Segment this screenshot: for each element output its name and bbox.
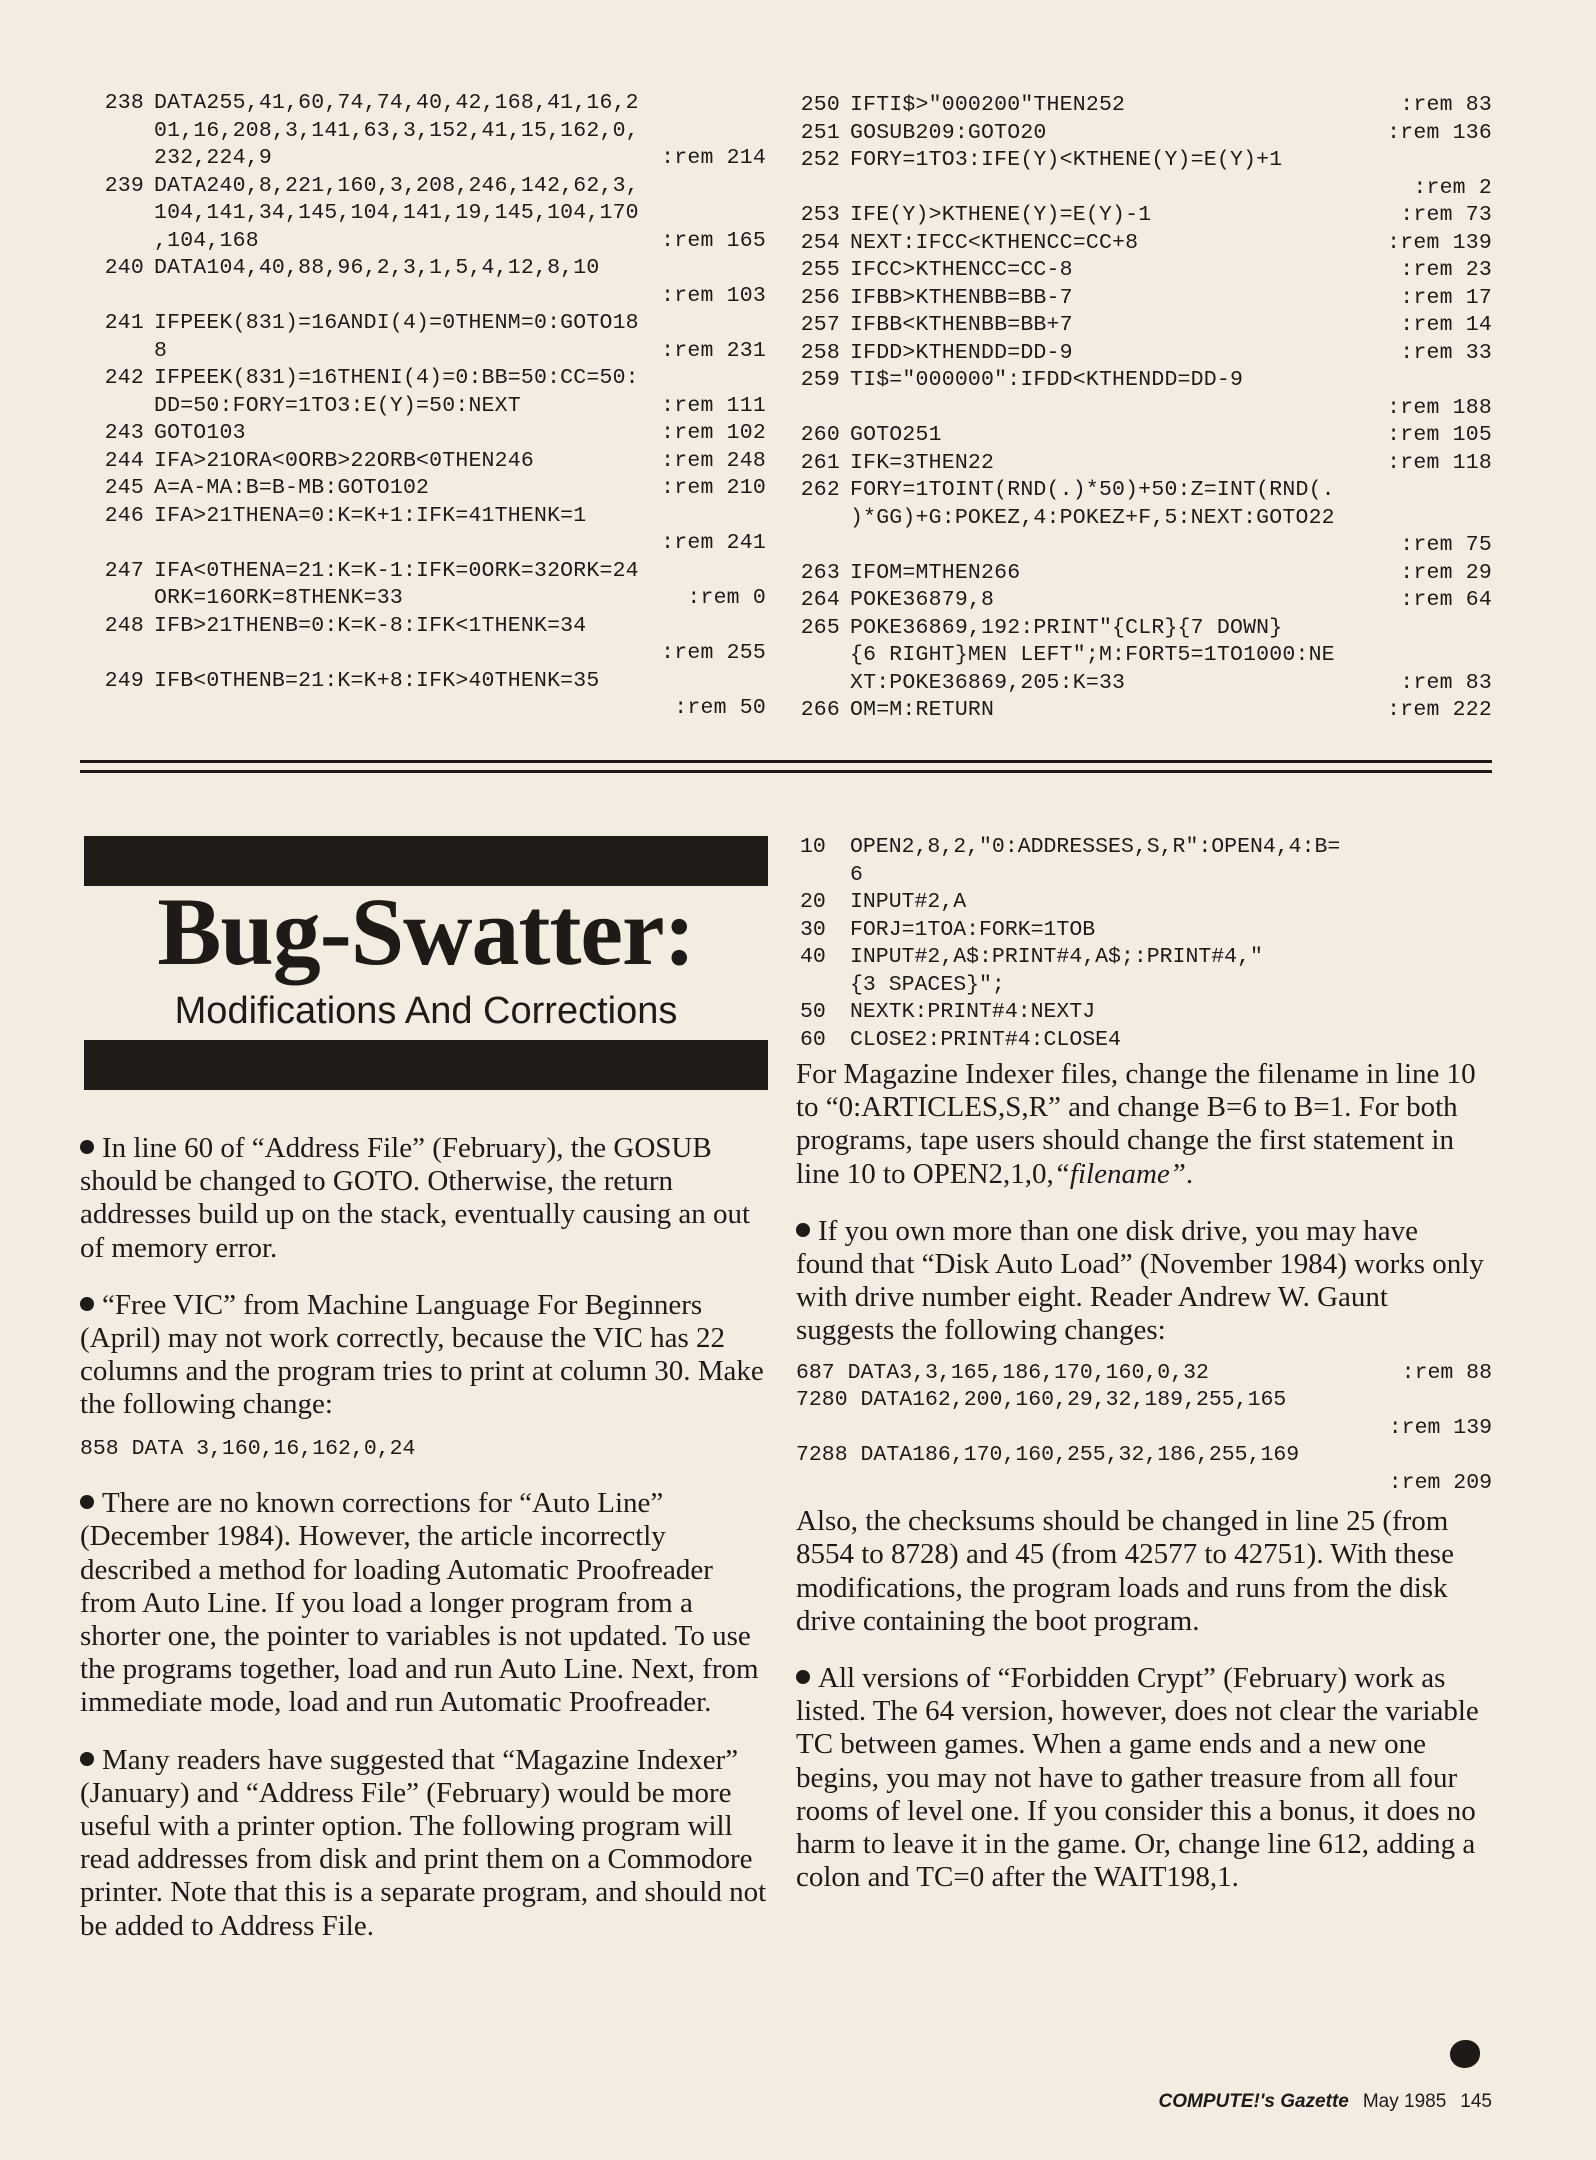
checksum: :rem 0 xyxy=(687,586,766,610)
basic-listing-right xyxy=(796,92,1492,725)
line-number: 259 xyxy=(800,368,840,392)
line-number xyxy=(80,393,154,421)
checksum: :rem 248 xyxy=(661,448,766,473)
listing-line xyxy=(80,393,766,421)
bullet-icon xyxy=(80,1297,94,1311)
checksum: :rem 139 xyxy=(1388,1415,1492,1440)
fix-line xyxy=(796,1442,1492,1470)
paragraph xyxy=(80,1132,768,1265)
line-number xyxy=(80,585,154,613)
listing-line xyxy=(80,448,766,476)
line-code: CLOSE2:PRINT#4:CLOSE4 xyxy=(850,1027,1121,1052)
listing-line xyxy=(796,560,1492,588)
listing-line xyxy=(796,422,1492,450)
line-code: IFCC>KTHENCC=CC-8 xyxy=(850,258,1073,282)
program-line xyxy=(800,1027,1492,1055)
line-number xyxy=(796,642,850,670)
italic-filename: “filename” xyxy=(1053,1157,1186,1190)
line-code: 7280 DATA162,200,160,29,32,189,255,165 xyxy=(796,1388,1287,1413)
line-number: 261 xyxy=(800,450,840,475)
checksum: :rem 103 xyxy=(661,283,766,308)
basic-listing-left xyxy=(80,90,766,723)
listing-line xyxy=(796,285,1492,313)
paragraph xyxy=(796,1215,1492,1348)
line-code: INPUT#2,A$:PRINT#4,A$;:PRINT#4," xyxy=(850,945,1263,969)
line-number xyxy=(80,228,154,256)
line-code: IFBB>KTHENBB=BB-7 xyxy=(850,285,1073,310)
line-code: {6 RIGHT}MEN LEFT";M:FORT5=1TO1000:NE xyxy=(850,643,1335,667)
listing-line xyxy=(80,503,766,531)
listing-line xyxy=(796,340,1492,368)
line-number: 254 xyxy=(800,230,840,255)
line-code: 8 xyxy=(154,338,168,363)
line-code: IFA>21ORA<0ORB>22ORB<0THEN246 xyxy=(154,448,534,473)
line-number: 50 xyxy=(800,1000,826,1024)
line-code: 687 DATA3,3,165,186,170,160,0,32 xyxy=(796,1360,1209,1385)
line-code: )*GG)+G:POKEZ,4:POKEZ+F,5:NEXT:GOTO22 xyxy=(850,505,1335,530)
checksum: :rem 23 xyxy=(1400,258,1492,282)
paragraph-text: For Magazine Indexer files, change the filename in line 10 to “0:ARTICLES,S,R” and change B=6 to B=1. For both programs, tape users should change the first statement in line 10 to OPEN2,1,0, xyxy=(796,1058,1476,1190)
listing-line xyxy=(796,642,1492,670)
line-number: 248 xyxy=(104,613,144,638)
checksum: :rem 118 xyxy=(1387,450,1492,475)
publication-name: COMPUTE!'s Gazette xyxy=(1158,2091,1349,2112)
line-number: 238 xyxy=(104,91,144,115)
line-number: 257 xyxy=(800,313,840,337)
line-number: 251 xyxy=(800,120,840,145)
line-number xyxy=(800,972,850,1000)
program-line xyxy=(800,972,1492,1000)
checksum: :rem 64 xyxy=(1400,588,1492,612)
line-code: IFTI$>"000200"THEN252 xyxy=(850,93,1126,117)
line-number: 250 xyxy=(800,93,840,117)
page-number: 145 xyxy=(1460,2091,1492,2112)
printer-program-listing xyxy=(800,834,1492,1054)
checksum: :rem 231 xyxy=(661,338,766,363)
line-number: 247 xyxy=(104,558,144,583)
checksum: :rem 29 xyxy=(1400,560,1492,585)
line-number: 249 xyxy=(104,668,144,693)
checksum: :rem 111 xyxy=(661,393,766,418)
line-code: FORY=1TOINT(RND(.)*50)+50:Z=INT(RND(. xyxy=(850,478,1335,502)
checksum: :rem 14 xyxy=(1400,313,1492,337)
listing-line xyxy=(80,585,766,613)
line-code: NEXT:IFCC<KTHENCC=CC+8 xyxy=(850,230,1139,255)
section-rule-top xyxy=(80,760,1492,763)
line-code: IFA<0THENA=21:K=K-1:IFK=0ORK=32ORK=24 xyxy=(154,558,639,583)
paragraph-text: Many readers have suggested that “Magazine Indexer” (January) and “Address File” (February) would be more useful with a printer option. The following program will read addresses from disk and print them on a Commodore printer. Note that this is a separate program, and should not be added to Address File. xyxy=(80,1743,767,1942)
line-code: IFBB<KTHENBB=BB+7 xyxy=(850,313,1073,337)
left-column xyxy=(80,1132,768,1967)
listing-line xyxy=(796,615,1492,643)
line-code: ,104,168 xyxy=(154,228,259,253)
line-code: INPUT#2,A xyxy=(850,890,967,914)
line-code: IFDD>KTHENDD=DD-9 xyxy=(850,340,1073,365)
line-number: 258 xyxy=(800,340,840,365)
line-number xyxy=(80,338,154,366)
line-number: 241 xyxy=(104,311,144,335)
code-line: 858 DATA 3,160,16,162,0,24 xyxy=(80,1436,416,1461)
line-code: DD=50:FORY=1TO3:E(Y)=50:NEXT xyxy=(154,393,521,418)
listing-line xyxy=(80,668,766,696)
listing-line xyxy=(80,420,766,448)
line-code: {3 SPACES}"; xyxy=(850,972,1005,997)
line-code: IFB>21THENB=0:K=K-8:IFK<1THENK=34 xyxy=(154,613,587,638)
line-number: 245 xyxy=(104,476,144,500)
bullet-icon xyxy=(80,1140,94,1154)
checksum: :rem 136 xyxy=(1387,120,1492,145)
listing-line xyxy=(796,477,1492,505)
bullet-icon xyxy=(796,1223,810,1237)
line-code: IFPEEK(831)=16THENI(4)=0:BB=50:CC=50: xyxy=(154,366,639,390)
listing-line xyxy=(80,338,766,366)
listing-line xyxy=(80,145,766,173)
line-number: 266 xyxy=(800,698,840,722)
program-line xyxy=(800,944,1492,972)
listing-line xyxy=(796,312,1492,340)
listing-line xyxy=(796,147,1492,175)
program-line xyxy=(800,862,1492,890)
checksum: :rem 33 xyxy=(1400,340,1492,365)
line-number xyxy=(800,862,850,890)
line-code: 01,16,208,3,141,63,3,152,41,15,162,0, xyxy=(154,118,639,143)
line-number: 20 xyxy=(800,890,826,914)
paragraph-text: If you own more than one disk drive, you may have found that “Disk Auto Load” (November 1984) works only with drive number eight. Reader Andrew W. Gaunt suggests the following changes: xyxy=(796,1214,1484,1347)
paragraph xyxy=(796,1662,1492,1894)
line-number: 239 xyxy=(104,173,144,198)
line-code: 6 xyxy=(850,862,863,887)
fix-line xyxy=(796,1387,1492,1415)
paragraph xyxy=(796,1058,1492,1191)
line-code: XT:POKE36869,205:K=33 xyxy=(850,670,1126,695)
checksum: :rem 102 xyxy=(661,421,766,445)
listing-line xyxy=(80,118,766,146)
paragraph-text: In line 60 of “Address File” (February), the GOSUB should be changed to GOTO. Otherwise, the return addresses build up on the stack, eventually causing an out of memory error. xyxy=(80,1132,751,1264)
line-number: 60 xyxy=(800,1027,826,1052)
line-number: 256 xyxy=(800,285,840,310)
checksum: :rem 83 xyxy=(1400,670,1492,695)
line-code: POKE36879,8 xyxy=(850,588,995,612)
line-code: DATA240,8,221,160,3,208,246,142,62,3, xyxy=(154,173,639,198)
listing-line xyxy=(796,230,1492,258)
line-number: 242 xyxy=(104,366,144,390)
bullet-icon xyxy=(796,1670,810,1684)
program-line xyxy=(800,834,1492,862)
line-number: 240 xyxy=(104,256,144,280)
line-number: 255 xyxy=(800,258,840,282)
line-number: 246 xyxy=(104,503,144,528)
listing-line xyxy=(796,697,1492,725)
listing-line xyxy=(80,558,766,586)
disk-auto-load-fix-listing xyxy=(796,1360,1492,1498)
paragraph-text: All versions of “Forbidden Crypt” (February) work as listed. The 64 version, however, does not clear the variable TC between games. When a game ends and a new one begins, you may not have to gather treasure from all four rooms of level one. If you consider this a bonus, it does no harm to leave it in the game. Or, change line 612, adding a colon and TC=0 after the WAIT198,1. xyxy=(796,1661,1479,1894)
line-number: 40 xyxy=(800,945,826,969)
line-code: NEXTK:PRINT#4:NEXTJ xyxy=(850,1000,1096,1024)
listing-line xyxy=(796,670,1492,698)
checksum: :rem 88 xyxy=(1401,1360,1492,1385)
issue-date: May 1985 xyxy=(1362,2091,1447,2112)
listing-line xyxy=(80,310,766,338)
line-code: 232,224,9 xyxy=(154,146,272,170)
line-code: TI$="000000":IFDD<KTHENDD=DD-9 xyxy=(850,368,1244,392)
line-code: OPEN2,8,2,"0:ADDRESSES,S,R":OPEN4,4:B= xyxy=(850,835,1341,859)
line-code: IFE(Y)>KTHENE(Y)=E(Y)-1 xyxy=(850,203,1152,227)
line-number xyxy=(796,670,850,698)
line-code: FORJ=1TOA:FORK=1TOB xyxy=(850,917,1096,942)
line-number: 30 xyxy=(800,917,826,942)
checksum: :rem 17 xyxy=(1400,285,1492,310)
listing-line xyxy=(80,365,766,393)
listing-line xyxy=(80,255,766,283)
page-footer xyxy=(1140,2090,1492,2114)
checksum: :rem 165 xyxy=(661,228,766,253)
checksum: :rem 222 xyxy=(1387,698,1492,722)
program-line xyxy=(800,999,1492,1027)
line-code: ORK=16ORK=8THENK=33 xyxy=(154,586,403,610)
line-code: 104,141,34,145,104,141,19,145,104,170 xyxy=(154,201,639,225)
listing-line xyxy=(80,90,766,118)
checksum: :rem 75 xyxy=(1400,533,1492,557)
line-code: DATA104,40,88,96,2,3,1,5,4,12,8,10 xyxy=(154,256,600,280)
line-code: GOTO251 xyxy=(850,423,942,447)
checksum: :rem 2 xyxy=(1413,175,1492,200)
paragraph xyxy=(796,1505,1492,1638)
paragraph-text: Also, the checksums should be changed in line 25 (from 8554 to 8728) and 45 (from 42577 to 42751). With these modifications, the program loads and runs from the disk drive containing the boot program. xyxy=(796,1505,1454,1637)
paragraph-text: There are no known corrections for “Auto Line” (December 1984). However, the article incorrectly described a method for loading Automatic Proofreader from Auto Line. If you load a longer program from a shorter one, the pointer to variables is not updated. To use the programs together, load and run Auto Line. Next, from immediate mode, load and run Automatic Proofreader. xyxy=(80,1487,759,1719)
listing-line xyxy=(80,173,766,201)
checksum: :rem 73 xyxy=(1400,203,1492,227)
line-code: 7288 DATA186,170,160,255,32,186,255,169 xyxy=(796,1443,1300,1468)
line-number: 260 xyxy=(800,423,840,447)
line-code: IFPEEK(831)=16ANDI(4)=0THENM=0:GOTO18 xyxy=(154,311,639,335)
line-code: A=A-MA:B=B-MB:GOTO102 xyxy=(154,476,430,500)
checksum: :rem 50 xyxy=(674,696,766,720)
line-number: 262 xyxy=(800,478,840,502)
listing-line xyxy=(796,587,1492,615)
listing-line xyxy=(80,613,766,641)
checksum: :rem 209 xyxy=(1388,1470,1492,1495)
article-subtitle: Modifications And Corrections xyxy=(174,990,678,1032)
checksum: :rem 255 xyxy=(661,641,766,665)
line-number: 244 xyxy=(104,448,144,473)
line-number xyxy=(80,118,154,146)
line-code: GOSUB209:GOTO20 xyxy=(850,120,1047,145)
line-code: FORY=1TO3:IFE(Y)<KTHENE(Y)=E(Y)+1 xyxy=(850,148,1283,172)
paragraph xyxy=(80,1487,768,1719)
line-number xyxy=(80,200,154,228)
end-of-article-icon xyxy=(1450,2040,1480,2068)
listing-line xyxy=(80,475,766,503)
line-code: IFA>21THENA=0:K=K+1:IFK=41THENK=1 xyxy=(154,503,587,528)
checksum: :rem 105 xyxy=(1387,423,1492,447)
checksum: :rem 241 xyxy=(661,531,766,555)
listing-line xyxy=(80,200,766,228)
line-code: IFOM=MTHEN266 xyxy=(850,560,1021,585)
checksum: :rem 214 xyxy=(661,146,766,170)
line-number: 10 xyxy=(800,835,826,859)
line-code: DATA255,41,60,74,74,40,42,168,41,16,2 xyxy=(154,91,639,115)
line-code: POKE36869,192:PRINT"{CLR}{7 DOWN} xyxy=(850,615,1283,640)
line-number: 265 xyxy=(800,615,840,640)
line-number: 253 xyxy=(800,203,840,227)
line-code: IFB<0THENB=21:K=K+8:IFK>40THENK=35 xyxy=(154,668,600,693)
section-rule-bottom xyxy=(80,770,1492,773)
line-number xyxy=(796,505,850,533)
listing-line xyxy=(796,505,1492,533)
paragraph-text-end: . xyxy=(1185,1157,1194,1190)
line-number: 243 xyxy=(104,421,144,445)
line-number: 264 xyxy=(800,588,840,612)
listing-line xyxy=(796,202,1492,230)
listing-line xyxy=(80,228,766,256)
line-code: GOTO103 xyxy=(154,421,246,445)
right-column xyxy=(796,834,1492,1918)
program-line xyxy=(800,917,1492,945)
line-code: OM=M:RETURN xyxy=(850,698,995,722)
checksum: :rem 188 xyxy=(1387,395,1492,420)
listing-line xyxy=(796,92,1492,120)
banner-bar-bottom xyxy=(84,1040,768,1090)
checksum: :rem 139 xyxy=(1387,230,1492,255)
line-number: 252 xyxy=(800,148,840,172)
article-title: Bug-Swatter: xyxy=(157,878,695,985)
checksum: :rem 83 xyxy=(1400,93,1492,117)
bullet-icon xyxy=(80,1495,94,1509)
line-number: 263 xyxy=(800,560,840,585)
line-code: IFK=3THEN22 xyxy=(850,450,995,475)
fix-line xyxy=(796,1360,1492,1388)
paragraph-text: “Free VIC” from Machine Language For Beginners (April) may not work correctly, because the VIC has 22 columns and the program tries to print at column 30. Make the following change: xyxy=(80,1288,764,1421)
listing-line xyxy=(796,450,1492,478)
paragraph xyxy=(80,1744,768,1943)
paragraph xyxy=(80,1289,768,1422)
listing-line xyxy=(796,367,1492,395)
listing-line xyxy=(796,257,1492,285)
line-number xyxy=(80,145,154,173)
checksum: :rem 210 xyxy=(661,476,766,500)
listing-line xyxy=(796,120,1492,148)
bullet-icon xyxy=(80,1752,94,1766)
program-line xyxy=(800,889,1492,917)
